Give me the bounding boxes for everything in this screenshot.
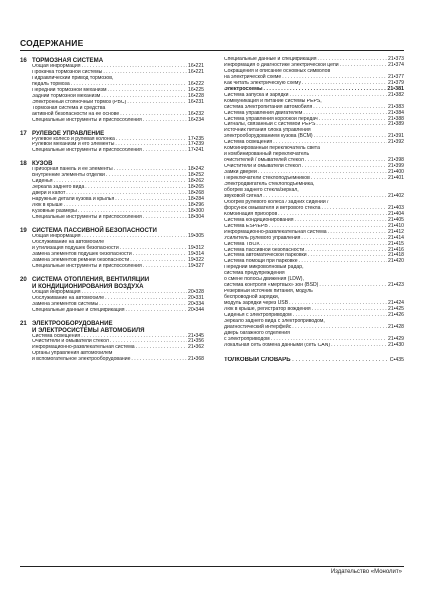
toc-entry[interactable]	[20, 106, 204, 118]
toc-entry-label: Прокачка тормозной системы . . .	[32, 70, 187, 76]
toc-entry-label: Специальные инструменты и приспособления . . .	[32, 215, 187, 221]
toc-entry[interactable]	[224, 319, 404, 331]
toc-entry-label: Люк в крыше, регистратор вождения . . .	[224, 307, 387, 313]
toc-entry-label: Специальные инструменты и приспособления . . .	[32, 118, 187, 124]
toc-entry-label: Как читать электрическую схему . . .	[224, 81, 387, 87]
toc-entry-label: Замена элементов подушек безопасности . . .	[32, 252, 187, 258]
toc-entry-label: Комбинированный переключатель света и комбинированный переключатель очистителей / омывателей стекол . . .	[224, 146, 387, 164]
toc-entry-page: 21•414	[388, 234, 404, 241]
toc-section-number: 17	[20, 129, 27, 137]
toc-entry-page: 21•368	[188, 356, 204, 363]
toc-section-title: КУЗОВ	[32, 160, 53, 168]
toc-entry-label: Комбинация приборов . . .	[224, 212, 387, 218]
toc-entry-page: 21•423	[388, 282, 404, 289]
toc-entry[interactable]	[224, 99, 404, 111]
toc-entry[interactable]	[20, 148, 204, 154]
right-column	[224, 57, 404, 363]
toc-section-title: СИСТЕМА ПАССИВНОЙ БЕЗОПАСНОСТИ	[32, 226, 157, 234]
toc-entry-label: Электродвигатель стеклоподъемника, обогрев заднего стекла/зеркал, звуковой сигнал . . .	[224, 182, 387, 200]
toc-entry-label: Резервный источник питания, модуль беспроводной зарядки, модуль зарядки через USB . . .	[224, 289, 387, 307]
toc-entry-label: Локальная сеть обмена данными (сеть CAN) . . .	[224, 343, 387, 349]
toc-entry-page: 21•412	[388, 228, 404, 235]
toc-entry-page: 19•312	[188, 244, 204, 251]
toc-section-heading[interactable]	[20, 320, 204, 334]
toc-entry-label: Источник питания блока управления электрооборудованием кузова (BCM) . . .	[224, 128, 387, 140]
toc-entry-label: Люк в крыше . . .	[32, 203, 187, 209]
toc-entry-label: Информация о диагностике электрической цепи . . .	[224, 63, 387, 69]
toc-section	[20, 276, 204, 314]
glossary-label: ТОЛКОВЫЙ СЛОВАРЬ . . .	[224, 357, 389, 363]
toc-entry-page: 21•400	[388, 169, 404, 176]
toc-entry-page: 20•331	[188, 294, 204, 301]
toc-entry-label: Очистители и омыватели стекол . . .	[32, 339, 187, 345]
toc-entry-label: Обслуживание на автомобиле . . .	[32, 296, 187, 302]
toc-entry-page: 18•296	[188, 202, 204, 209]
toc-section-heading[interactable]	[20, 276, 204, 290]
toc-entry-label: Органы управления автомобилем и вспомогательное электрооборудование . . .	[32, 351, 187, 363]
toc-entry-label: Специальные данные и спецификация . . .	[224, 57, 387, 63]
toc-entry-page: 19•327	[188, 262, 204, 269]
toc-entry-page: 21•392	[388, 139, 404, 146]
toc-entry-page: 21•384	[388, 109, 404, 116]
toc-entry-label: Информационно-развлекательная система . . .	[224, 230, 387, 236]
toc-entry-page: 21•382	[388, 91, 404, 98]
toc-entry[interactable]	[224, 343, 404, 349]
toc-entry-page: 21•398	[388, 157, 404, 164]
toc-entry-label: Двери и капот . . .	[32, 191, 187, 197]
toc-entry-page: 21•362	[188, 344, 204, 351]
toc-section-number: 19	[20, 226, 27, 234]
toc-entry-label: Электронный стояночный тормоз (PBC) . . .	[32, 100, 187, 106]
toc-entry-page: 17•235	[188, 135, 204, 142]
toc-entry-page: 18•265	[188, 184, 204, 191]
toc-entry-label: Информационно-развлекательная система . . .	[32, 345, 187, 351]
toc-entry-label: Рулевое колесо и рулевая колонка . . .	[32, 137, 187, 143]
toc-entry-label: Гидравлический привод тормозов, педаль тормоза . . .	[32, 76, 187, 88]
toc-entry-page: 18•262	[188, 178, 204, 185]
toc-entry-label: Система TBOX . . .	[224, 242, 387, 248]
toc-entry[interactable]	[20, 76, 204, 88]
toc-entry[interactable]	[20, 308, 204, 314]
toc-entry-page: 21•425	[388, 306, 404, 313]
toc-entry[interactable]	[224, 69, 404, 81]
toc-entry-page: 16•232	[188, 110, 204, 117]
toc-entry-page: 21•410	[388, 222, 404, 229]
toc-section-title: СИСТЕМА ОТОПЛЕНИЯ, ВЕНТИЛЯЦИИ И КОНДИЦИОНИРОВАНИЯ ВОЗДУХА	[32, 275, 150, 290]
toc-entry[interactable]	[20, 215, 204, 221]
toc-entry-label: Задний тормозной механизм . . .	[32, 94, 187, 100]
toc-entry-label: Система запуска и зарядки . . .	[224, 93, 387, 99]
toc-entry-label: Дверь багажного отделения с электроприводом . . .	[224, 331, 387, 343]
toc-entry-page: 21•391	[388, 133, 404, 140]
toc-entry-page: 20•334	[188, 300, 204, 307]
toc-entry-label: Система освещения . . .	[224, 140, 387, 146]
page-title: СОДЕРЖАНИЕ	[20, 38, 84, 48]
toc-entry[interactable]	[20, 351, 204, 363]
toc-entry-label: Сиденья . . .	[32, 179, 187, 185]
toc-entry-page: 16•234	[188, 116, 204, 123]
toc-entry-page: 18•284	[188, 196, 204, 203]
toc-section	[20, 57, 204, 124]
toc-entry-label: Система пассивной безопасности . . .	[224, 248, 387, 254]
toc-entry-label: Очистители и омыватели стекол . . .	[224, 164, 387, 170]
toc-entry[interactable]	[224, 128, 404, 140]
toc-section-heading[interactable]	[20, 130, 204, 137]
toc-entry[interactable]	[20, 264, 204, 270]
toc-entry-label: Система управления двигателем . . .	[224, 111, 387, 117]
toc-entry-label: Переключатели стеклоподъемников . . .	[224, 176, 387, 182]
toc-entry-page: 19•305	[188, 232, 204, 239]
toc-entry-page: 18•300	[188, 208, 204, 215]
toc-entry-page: 16•225	[188, 86, 204, 93]
toc-entry-page: 21•377	[388, 73, 404, 80]
toc-entry-page: 21•429	[388, 335, 404, 342]
toc-entry-page: 21•373	[388, 56, 404, 62]
toc-entry-page: 16•221	[188, 63, 204, 69]
toc-entry-label: Замки дверей . . .	[224, 170, 387, 176]
toc-entry-page: 21•383	[388, 103, 404, 110]
toc-entry-page: 18•252	[188, 172, 204, 179]
toc-section-number: 20	[20, 275, 27, 283]
toc-entry-label: Сигналы, связанный с системой PEPS . . .	[224, 122, 387, 128]
toc-entry-label: Общая информация . . .	[32, 234, 187, 240]
toc-entry-label: Система ESP/EPB . . .	[224, 224, 387, 230]
toc-entry-label: Наружные детали кузова и крылья . . .	[32, 197, 187, 203]
toc-section-title: ЭЛЕКТРООБОРУДОВАНИЕ И ЭЛЕКТРОСИСТЕМЫ АВТОМОБИЛЯ	[32, 319, 145, 334]
toc-entry-page: 21•418	[388, 252, 404, 259]
toc-entry-label: Система автоматической парковки . . .	[224, 253, 387, 259]
toc-entry-page: 21•405	[388, 216, 404, 223]
toc-entry-page: 21•424	[388, 300, 404, 307]
toc-entry-label: Внутренние элементы отделки . . .	[32, 173, 187, 179]
toc-entry-label: Система помощи при парковке . . .	[224, 259, 387, 265]
toc-entry-label: Замена элементов системы . . .	[32, 302, 187, 308]
toc-entry-page: 20•344	[188, 306, 204, 313]
toc-entry-page: 18•268	[188, 190, 204, 197]
toc-entry-page: 21•388	[388, 115, 404, 122]
toc-entry-page: 21•374	[388, 61, 404, 68]
toc-entry[interactable]	[224, 200, 404, 212]
toc-entry-page: 17•241	[188, 147, 204, 154]
toc-entry-page: 21•401	[388, 175, 404, 182]
toc-entry[interactable]	[224, 331, 404, 343]
toc-section-title: ТОРМОЗНАЯ СИСТЕМА	[32, 57, 104, 64]
toc-entry-label: Коммуникация и питание системы PEPS, система электропитания автомобиля . . .	[224, 99, 387, 111]
toc-entry-page: 19•322	[188, 256, 204, 263]
toc-entry-label: Рулевой механизм и его элементы . . .	[32, 142, 187, 148]
toc-section-heading[interactable]	[20, 160, 204, 167]
toc-entry-page: 16•228	[188, 92, 204, 99]
toc-entry[interactable]	[20, 240, 204, 252]
toc-entry-page: 18•304	[188, 214, 204, 221]
toc-entry-label: Сокращения и описание основных символов на электрической схеме . . .	[224, 69, 387, 81]
toc-section-number: 16	[20, 57, 27, 64]
toc-entry-page: 16•231	[188, 98, 204, 105]
toc-entry-page: 21•356	[188, 338, 204, 345]
toc-section-title: РУЛЕВОЕ УПРАВЛЕНИЕ	[32, 129, 105, 137]
toc-section-heading[interactable]	[20, 57, 204, 64]
toc-section	[20, 320, 204, 364]
toc-entry-label: Система освещения . . .	[32, 334, 187, 340]
toc-entry-page: 21•389	[388, 121, 404, 128]
toc-entry-label: Передний тормозной механизм . . .	[32, 88, 187, 94]
toc-entry-label: Зеркала заднего вида . . .	[32, 185, 187, 191]
glossary-entry[interactable]	[224, 357, 404, 363]
toc-section	[20, 130, 204, 155]
toc-entry-page: 21•426	[388, 311, 404, 318]
toc-entry-page: 21•345	[188, 332, 204, 339]
toc-entry-label: Кузовные размеры . . .	[32, 209, 187, 215]
toc-entry[interactable]	[224, 146, 404, 164]
toc-entry-label: Общая информация . . .	[32, 290, 187, 296]
toc-entry-label: Тормозная система и средства активной безопасности на ее основе . . .	[32, 106, 187, 118]
toc-entry-label: Приборная панель и ее элементы . . .	[32, 167, 187, 173]
toc-entry-label: Специальные инструменты и приспособления . . .	[32, 264, 187, 270]
toc-entry-page: 21•403	[388, 204, 404, 211]
toc-entry-label: Общая информация . . .	[32, 64, 187, 70]
toc-entry-page: 19•314	[188, 250, 204, 257]
toc-section-number: 21	[20, 319, 27, 327]
publisher-footer: Издательство «Монолит»	[330, 569, 402, 575]
bottom-divider	[20, 566, 404, 567]
toc-entry-page: 21•428	[388, 323, 404, 330]
toc-entry[interactable]	[20, 118, 204, 124]
toc-entry[interactable]	[224, 289, 404, 307]
toc-entry-label: Электросхемы . . .	[224, 87, 386, 93]
toc-entry-label: Обслуживание на автомобиле и утилизация подушек безопасности . . .	[32, 240, 187, 252]
toc-entry-page: 21•381	[387, 85, 404, 92]
toc-entry-label: Специальные инструменты и приспособления . . .	[32, 148, 187, 154]
toc-entry-page: 20•328	[188, 288, 204, 295]
toc-entry-label: Усилитель рулевого управления . . .	[224, 236, 387, 242]
toc-entry-page: 21•399	[388, 163, 404, 170]
toc-entry-label: Сиденья с электроприводом . . .	[224, 313, 387, 319]
glossary-page: С•435	[389, 356, 404, 363]
toc-section	[20, 227, 204, 270]
toc-entry-page: 21•420	[388, 258, 404, 265]
toc-entry-page: 21•402	[388, 192, 404, 199]
toc-entry-page: 21•416	[388, 246, 404, 253]
top-divider	[20, 50, 404, 51]
toc-entry-label: Обогрев рулевого колеса / задних сидений / форсунок омывателя и ветрового стекла . . .	[224, 200, 387, 212]
toc-section	[20, 160, 204, 221]
toc-entry-label: Система управления коробкой передач . . .	[224, 117, 387, 123]
toc-entry-label: Специальные данные и спецификация . . .	[32, 308, 187, 314]
toc-entry-page: 16•221	[188, 68, 204, 75]
toc-section-number: 18	[20, 160, 27, 168]
toc-entry-page: 17•239	[188, 141, 204, 148]
toc-entry-page: 21•379	[388, 79, 404, 86]
toc-entry-page: 21•415	[388, 240, 404, 247]
toc-entry-page: 21•404	[388, 210, 404, 217]
toc-entry-page: 18•242	[188, 166, 204, 173]
toc-entry-page: 21•430	[388, 341, 404, 348]
toc-entry-label: Передний микроволновый радар, система предупреждения о смене полосы движения (LDW), система контроля «мертвых» зон (BSD) . . .	[224, 265, 387, 289]
toc-entry[interactable]	[224, 265, 404, 289]
toc-entry[interactable]	[224, 182, 404, 200]
toc-entry-label: Система кондиционирования . . .	[224, 218, 387, 224]
toc-entry-label: Замена элементов ремней безопасности . . .	[32, 258, 187, 264]
toc-entry-page: 16•222	[188, 80, 204, 87]
left-column	[20, 57, 204, 369]
toc-section-heading[interactable]	[20, 227, 204, 234]
toc-entry-label: Зеркало заднего вида с электроприводом, диагностический интерфейс . . .	[224, 319, 387, 331]
